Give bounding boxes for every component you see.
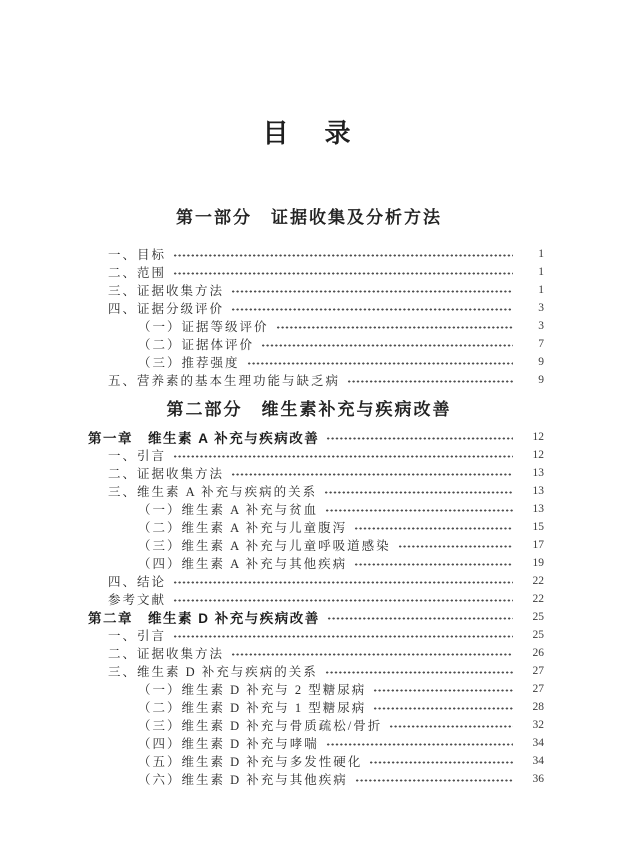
dot-leader [354,563,513,566]
dot-leader [247,362,513,365]
toc-entry-label: 二、证据收集方法 [108,647,225,661]
toc-entry-label: （三）维生素 A 补充与儿童呼吸道感染 [138,539,391,553]
toc-entry-page: 12 [532,449,544,461]
toc-entry-label: （二）证据体评价 [138,338,255,352]
toc-entry-page: 9 [538,356,544,368]
toc-chapter-row [88,428,544,446]
toc-entry-label: （六）维生素 D 补充与其他疾病 [138,773,348,787]
toc-entry-page: 12 [532,431,544,443]
toc-entry-label: （一）维生素 D 补充与 2 型糖尿病 [138,683,367,697]
toc-entry-page: 7 [538,338,544,350]
toc-entry-label: 三、维生素 A 补充与疾病的关系 [108,485,318,499]
dot-leader [355,779,513,782]
dot-leader [173,635,513,638]
toc-entry-page: 27 [532,665,544,677]
toc-entry-page: 22 [532,575,544,587]
toc-entry-row [88,626,544,644]
toc-list-part-1 [88,245,544,389]
dot-leader [326,743,513,746]
toc-entry-page: 1 [538,248,544,260]
toc-entry-row [88,353,544,371]
toc-entry-row [88,698,544,716]
dot-leader [173,272,513,275]
toc-entry-label: 三、证据收集方法 [108,284,225,298]
toc-entry-page: 13 [532,485,544,497]
page-title: 目 录 [262,118,356,148]
toc-entry-row [88,572,544,590]
toc-entry-row [88,482,544,500]
toc-entry-page: 1 [538,284,544,296]
toc-entry-row [88,716,544,734]
toc-list-part-2 [88,428,544,788]
toc-entry-page: 34 [532,737,544,749]
toc-entry-label: （五）维生素 D 补充与多发性硬化 [138,755,363,769]
dot-leader [369,761,513,764]
toc-entry-label: 第二章 维生素 D 补充与疾病改善 [88,611,320,626]
toc-entry-page: 19 [532,557,544,569]
toc-entry-row [88,644,544,662]
dot-leader [231,308,513,311]
dot-leader [173,599,513,602]
toc-entry-label: （二）维生素 D 补充与 1 型糖尿病 [138,701,367,715]
dot-leader [276,326,513,329]
toc-part-2 [0,400,618,788]
toc-entry-row [88,299,544,317]
toc-entry-page: 3 [538,320,544,332]
toc-entry-row [88,245,544,263]
toc-entry-label: （一）维生素 A 补充与贫血 [138,503,319,517]
toc-entry-page: 9 [538,374,544,386]
toc-entry-label: 二、范围 [108,266,167,280]
dot-leader [173,254,513,257]
toc-entry-page: 34 [532,755,544,767]
dot-leader [231,290,513,293]
toc-entry-label: 参考文献 [108,593,167,607]
toc-entry-label: 第一章 维生素 A 补充与疾病改善 [88,431,320,446]
part-2-heading: 第二部分 维生素补充与疾病改善 [166,400,452,419]
toc-entry-label: 四、证据分级评价 [108,302,225,316]
toc-entry-page: 25 [532,629,544,641]
toc-entry-page: 28 [532,701,544,713]
toc-entry-label: 一、目标 [108,248,167,262]
toc-entry-label: 二、证据收集方法 [108,467,225,481]
toc-entry-page: 15 [532,521,544,533]
toc-entry-label: 一、引言 [108,629,167,643]
dot-leader [398,545,513,548]
toc-entry-row [88,335,544,353]
toc-entry-row [88,554,544,572]
part-1-heading: 第一部分 证据收集及分析方法 [176,208,442,227]
dot-leader [173,581,513,584]
toc-entry-row [88,770,544,788]
toc-entry-page: 27 [532,683,544,695]
dot-leader [326,437,513,440]
toc-entry-row [88,734,544,752]
toc-entry-row [88,464,544,482]
toc-entry-row [88,518,544,536]
toc-entry-label: （二）维生素 A 补充与儿童腹泻 [138,521,348,535]
toc-entry-label: （三）维生素 D 补充与骨质疏松/骨折 [138,719,383,733]
toc-entry-row [88,590,544,608]
toc-entry-label: 四、结论 [108,575,167,589]
dot-leader [373,707,513,710]
toc-entry-row [88,680,544,698]
dot-leader [231,653,513,656]
dot-leader [325,509,513,512]
toc-entry-page: 25 [532,611,544,623]
toc-entry-label: （一）证据等级评价 [138,320,269,334]
dot-leader [373,689,513,692]
toc-entry-row [88,371,544,389]
dot-leader [347,380,513,383]
dot-leader [261,344,513,347]
toc-entry-row [88,662,544,680]
toc-entry-page: 13 [532,467,544,479]
dot-leader [354,527,513,530]
toc-entry-label: （四）维生素 A 补充与其他疾病 [138,557,348,571]
toc-chapter-row [88,608,544,626]
toc-entry-row [88,263,544,281]
dot-leader [324,491,513,494]
toc-entry-page: 3 [538,302,544,314]
toc-entry-row [88,446,544,464]
toc-entry-page: 1 [538,266,544,278]
toc-entry-row [88,281,544,299]
dot-leader [173,455,513,458]
toc-entry-row [88,536,544,554]
toc-entry-page: 17 [532,539,544,551]
toc-entry-row [88,752,544,770]
toc-entry-label: （四）维生素 D 补充与哮喘 [138,737,319,751]
toc-entry-page: 26 [532,647,544,659]
toc-entry-label: （三）推荐强度 [138,356,240,370]
toc-entry-page: 32 [532,719,544,731]
toc-entry-label: 一、引言 [108,449,167,463]
toc-entry-page: 36 [532,773,544,785]
toc-entry-page: 22 [532,593,544,605]
toc-entry-page: 13 [532,503,544,515]
dot-leader [327,617,513,620]
dot-leader [325,671,513,674]
toc-part-1 [0,208,618,389]
toc-entry-label: 五、营养素的基本生理功能与缺乏病 [108,374,341,388]
toc-entry-label: 三、维生素 D 补充与疾病的关系 [108,665,318,679]
toc-entry-row [88,500,544,518]
dot-leader [389,725,513,728]
toc-entry-row [88,317,544,335]
dot-leader [231,473,513,476]
